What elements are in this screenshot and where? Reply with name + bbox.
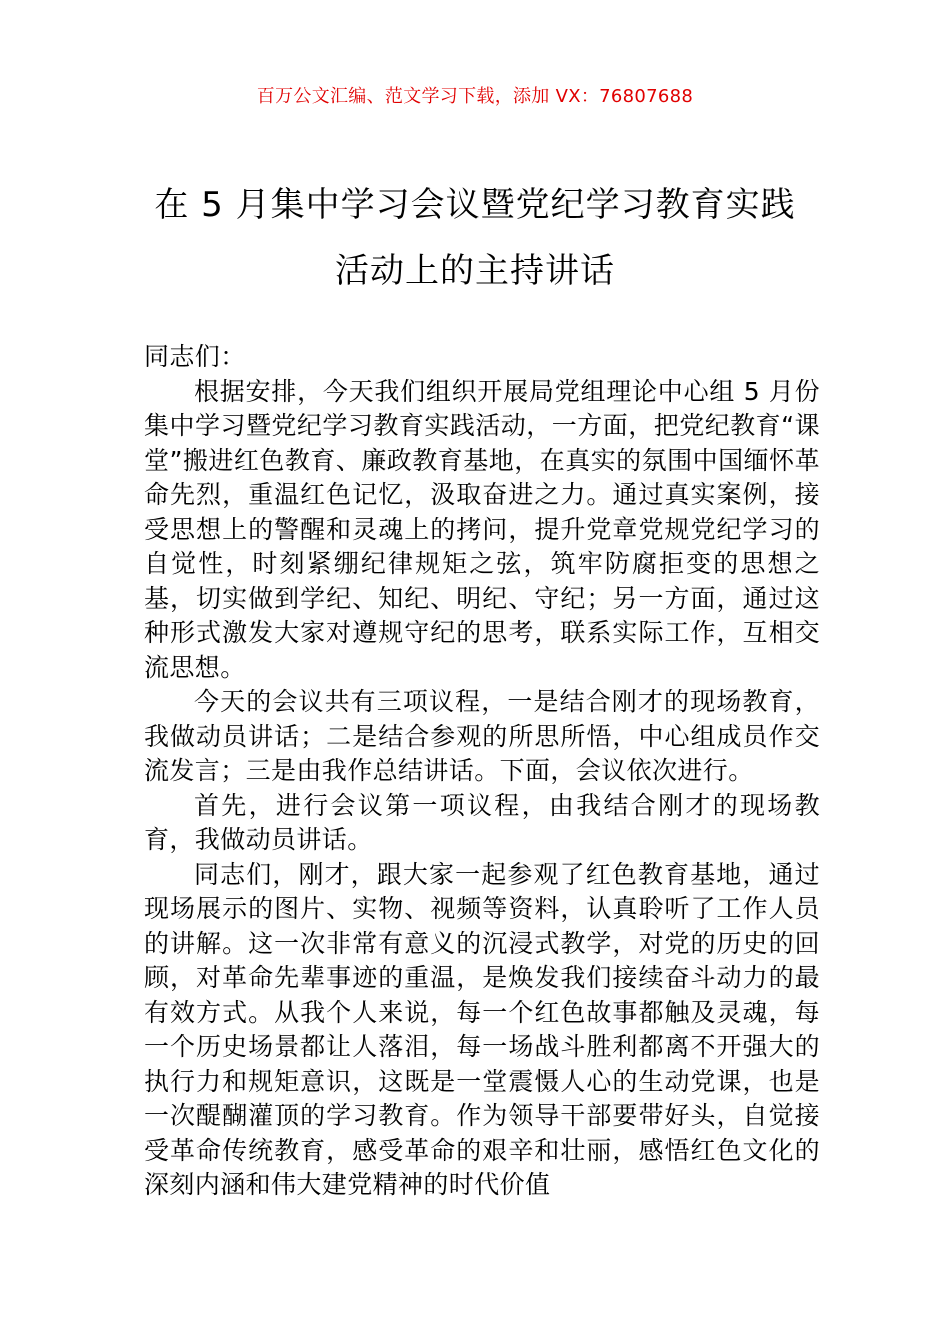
salutation: 同志们： (144, 342, 246, 371)
document-title (120, 172, 830, 304)
title-line-2: 活动上的主持讲话 (335, 251, 615, 291)
paragraph: 同志们，刚才，跟大家一起参观了红色教育基地，通过现场展示的图片、实物、视频等资料，认真聆听了工作人员的讲解。这一次非常有意义的沉浸式教学，对党的历史的回顾，对革命先辈事迹的重温，是焕发我们接续奋斗动力的最有效方式。从我个人来说，每一个红色故事都触及灵魂，每一个历史场景都让人落泪，每一场战斗胜利都离不开强大的执行力和规矩意识，这既是一堂震慑人心的生动党课，也是一次醍醐灌顶的学习教育。作为领导干部要带好头，自觉接受革命传统教育，感受革命的艰辛和壮丽，感悟红色文化的深刻内涵和伟大建党精神的时代价值 (144, 859, 820, 1199)
title-line-1: 在 5 月集中学习会议暨党纪学习教育实践 (154, 185, 796, 225)
paragraph: 首先，进行会议第一项议程，由我结合刚才的现场教育，我做动员讲话。 (144, 790, 820, 854)
header-promo-note: 百万公文汇编、范文学习下载，添加 VX：76807688 (256, 86, 694, 107)
paragraph: 根据安排，今天我们组织开展局党组理论中心组 5 月份集中学习暨党纪学习教育实践活动，一方面，把党纪教育“课堂”搬进红色教育、廉政教育基地，在真实的氛围中国缅怀革命先烈，重温红色记忆，汲取奋进之力。通过真实案例，接受思想上的警醒和灵魂上的拷问，提升党章党规党纪学习的自觉性，时刻紧绷纪律规矩之弦，筑牢防腐拒变的思想之基，切实做到学纪、知纪、明纪、守纪；另一方面，通过这种形式激发大家对遵规守纪的思考，联系实际工作，互相交流思想。 (144, 376, 820, 682)
paragraph: 今天的会议共有三项议程，一是结合刚才的现场教育，我做动员讲话；二是结合参观的所思所悟，中心组成员作交流发言；三是由我作总结讲话。下面，会议依次进行。 (144, 687, 820, 785)
document-body (144, 340, 820, 1203)
